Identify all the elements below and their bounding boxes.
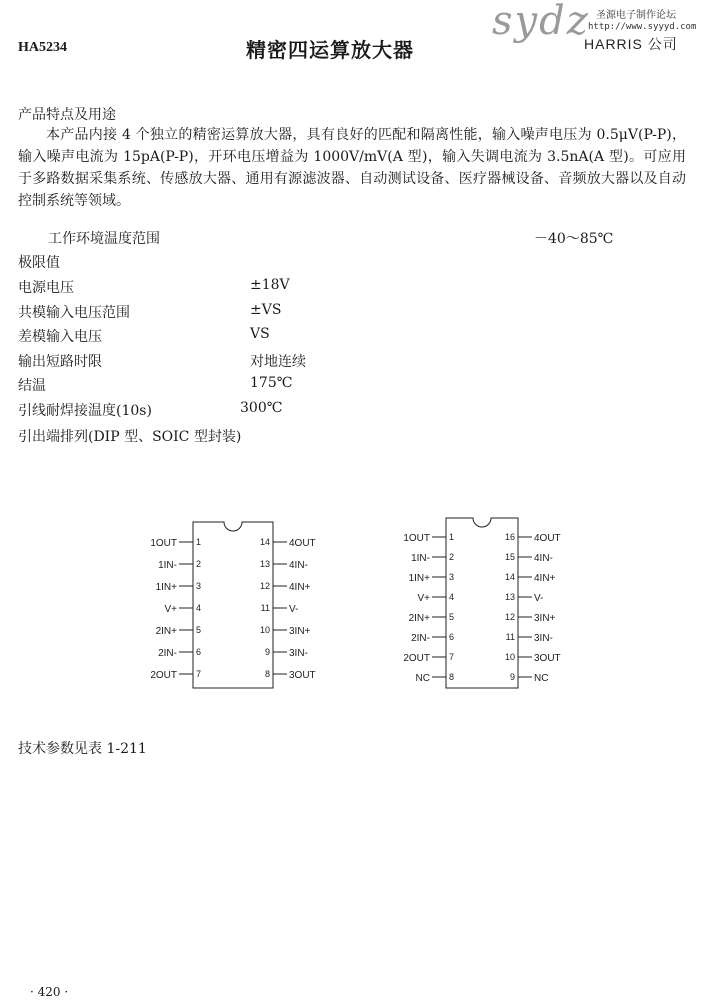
dip14-pin-label: 4IN+ — [289, 582, 311, 593]
soic16-pin-label: 1OUT — [403, 533, 430, 544]
soic16-pin-number: 13 — [504, 592, 515, 602]
part-number: HA5234 — [18, 40, 67, 55]
dip14-pin-label: 2IN+ — [155, 626, 177, 637]
soic16-pin-label: 3IN+ — [534, 613, 556, 624]
limits-title: 极限值 — [18, 255, 60, 271]
dip14-pin-number: 14 — [259, 537, 270, 547]
soic16-pin-label: 4IN- — [534, 553, 553, 564]
limit-label: 引线耐焊接温度(10s) — [18, 403, 152, 419]
dip14-pin-label: V+ — [164, 604, 177, 615]
limit-label: 共模输入电压范围 — [18, 305, 130, 321]
dip14-pin-number: 13 — [259, 559, 270, 569]
limit-label: 输出短路时限 — [18, 354, 102, 370]
page-title: 精密四运算放大器 — [246, 38, 414, 62]
soic16-pin-label: V- — [534, 593, 544, 604]
soic16-pin-label: 2IN+ — [408, 613, 430, 624]
logo-url: http://www.syyyd.com — [588, 22, 697, 32]
dip14-pin-number: 4 — [196, 603, 202, 613]
soic16-pin-number: 4 — [449, 592, 455, 602]
soic16-pin-label: NC — [415, 673, 430, 684]
dip14-pin-label: 3IN+ — [289, 626, 311, 637]
dip14-pin-number: 12 — [259, 581, 270, 591]
logo-chinese: 圣源电子制作论坛 — [596, 10, 676, 21]
temp-range-label: 工作环境温度范围 — [48, 231, 160, 247]
soic16-pin-number: 7 — [449, 652, 455, 662]
limit-value: 对地连续 — [250, 354, 306, 370]
dip14-pin-number: 9 — [264, 647, 270, 657]
soic16-pin-number: 16 — [504, 532, 515, 542]
soic16-pin-label: 1IN- — [411, 553, 430, 564]
page-number: · 420 · — [30, 985, 69, 999]
soic16-pin-label: V+ — [417, 593, 430, 604]
soic16-pin-label: 4IN+ — [534, 573, 556, 584]
features-heading: 产品特点及用途 — [18, 107, 116, 123]
soic16-pin-number: 8 — [449, 672, 455, 682]
limit-label: 电源电压 — [18, 280, 74, 296]
soic16-pin-number: 3 — [449, 572, 455, 582]
limit-value: 300℃ — [240, 400, 283, 416]
dip14-pin-number: 7 — [196, 669, 202, 679]
dip14-pin-label: 1IN- — [158, 560, 177, 571]
limit-value: VS — [250, 326, 270, 342]
temp-range-value: －40～85℃ — [534, 231, 614, 247]
soic16-pin-number: 5 — [449, 612, 455, 622]
table-reference: 技术参数见表 1-211 — [18, 741, 147, 757]
dip14-pin-number: 5 — [196, 625, 202, 635]
dip14-pin-label: 2OUT — [150, 670, 177, 681]
limit-value: ±18V — [250, 277, 290, 293]
soic16-pin-number: 10 — [504, 652, 515, 662]
soic16-pin-number: 15 — [504, 552, 515, 562]
dip14-pin-number: 8 — [264, 669, 270, 679]
limit-value: 175℃ — [250, 375, 293, 391]
soic16-pin-label: 3IN- — [534, 633, 553, 644]
logo-brand: HARRIS 公司 — [584, 36, 678, 52]
dip14-pin-number: 1 — [196, 537, 202, 547]
dip14-pin-number: 10 — [259, 625, 270, 635]
dip14-pin-label: 2IN- — [158, 648, 177, 659]
dip14-pin-label: 1IN+ — [155, 582, 177, 593]
dip14-pin-number: 2 — [196, 559, 202, 569]
soic16-pin-number: 1 — [449, 532, 455, 542]
dip14-pin-number: 3 — [196, 581, 202, 591]
pinout-title: 引出端排列(DIP 型、SOIC 型封装) — [18, 429, 242, 445]
features-paragraph: 本产品内接 4 个独立的精密运算放大器，具有良好的匹配和隔离性能，输入噪声电压为 0.5μV(P-P)，输入噪声电流为 15pA(P-P)，开环电压增益为 1000V/mV(A 型)，输入失调电流为 3.5nA(A 型)。可应用于多路数据采集系统、传感放大器、通用有源滤波器、自动测试设备、医疗器械设备、音频放大器以及自动控制系统等领域。 — [18, 127, 686, 209]
soic16-pin-number: 11 — [505, 632, 515, 642]
soic16-pin-label: 4OUT — [534, 533, 561, 544]
soic16-pin-number: 12 — [504, 612, 515, 622]
soic16-pin-number: 2 — [449, 552, 455, 562]
logo-mark: sydz — [492, 0, 590, 44]
dip14-pin-label: 1OUT — [150, 538, 177, 549]
dip14-pin-label: 4OUT — [289, 538, 316, 549]
dip14-pin-label: 3IN- — [289, 648, 308, 659]
soic16-pin-number: 6 — [449, 632, 455, 642]
dip14-pin-label: 4IN- — [289, 560, 308, 571]
soic16-pin-label: NC — [534, 673, 549, 684]
soic16-pin-label: 2IN- — [411, 633, 430, 644]
limit-label: 结温 — [18, 378, 46, 394]
dip14-pin-number: 6 — [196, 647, 202, 657]
limit-label: 差模输入电压 — [18, 329, 102, 345]
limit-value: ±VS — [250, 302, 282, 318]
soic16-pin-label: 1IN+ — [408, 573, 430, 584]
dip14-pin-number: 11 — [260, 603, 270, 613]
dip14-pin-label: V- — [289, 604, 299, 615]
soic16-pin-number: 9 — [509, 672, 515, 682]
soic16-pin-label: 2OUT — [403, 653, 430, 664]
soic16-pin-label: 3OUT — [534, 653, 561, 664]
dip14-pin-label: 3OUT — [289, 670, 316, 681]
soic16-pin-number: 14 — [504, 572, 515, 582]
soic16-package-body — [446, 518, 518, 688]
